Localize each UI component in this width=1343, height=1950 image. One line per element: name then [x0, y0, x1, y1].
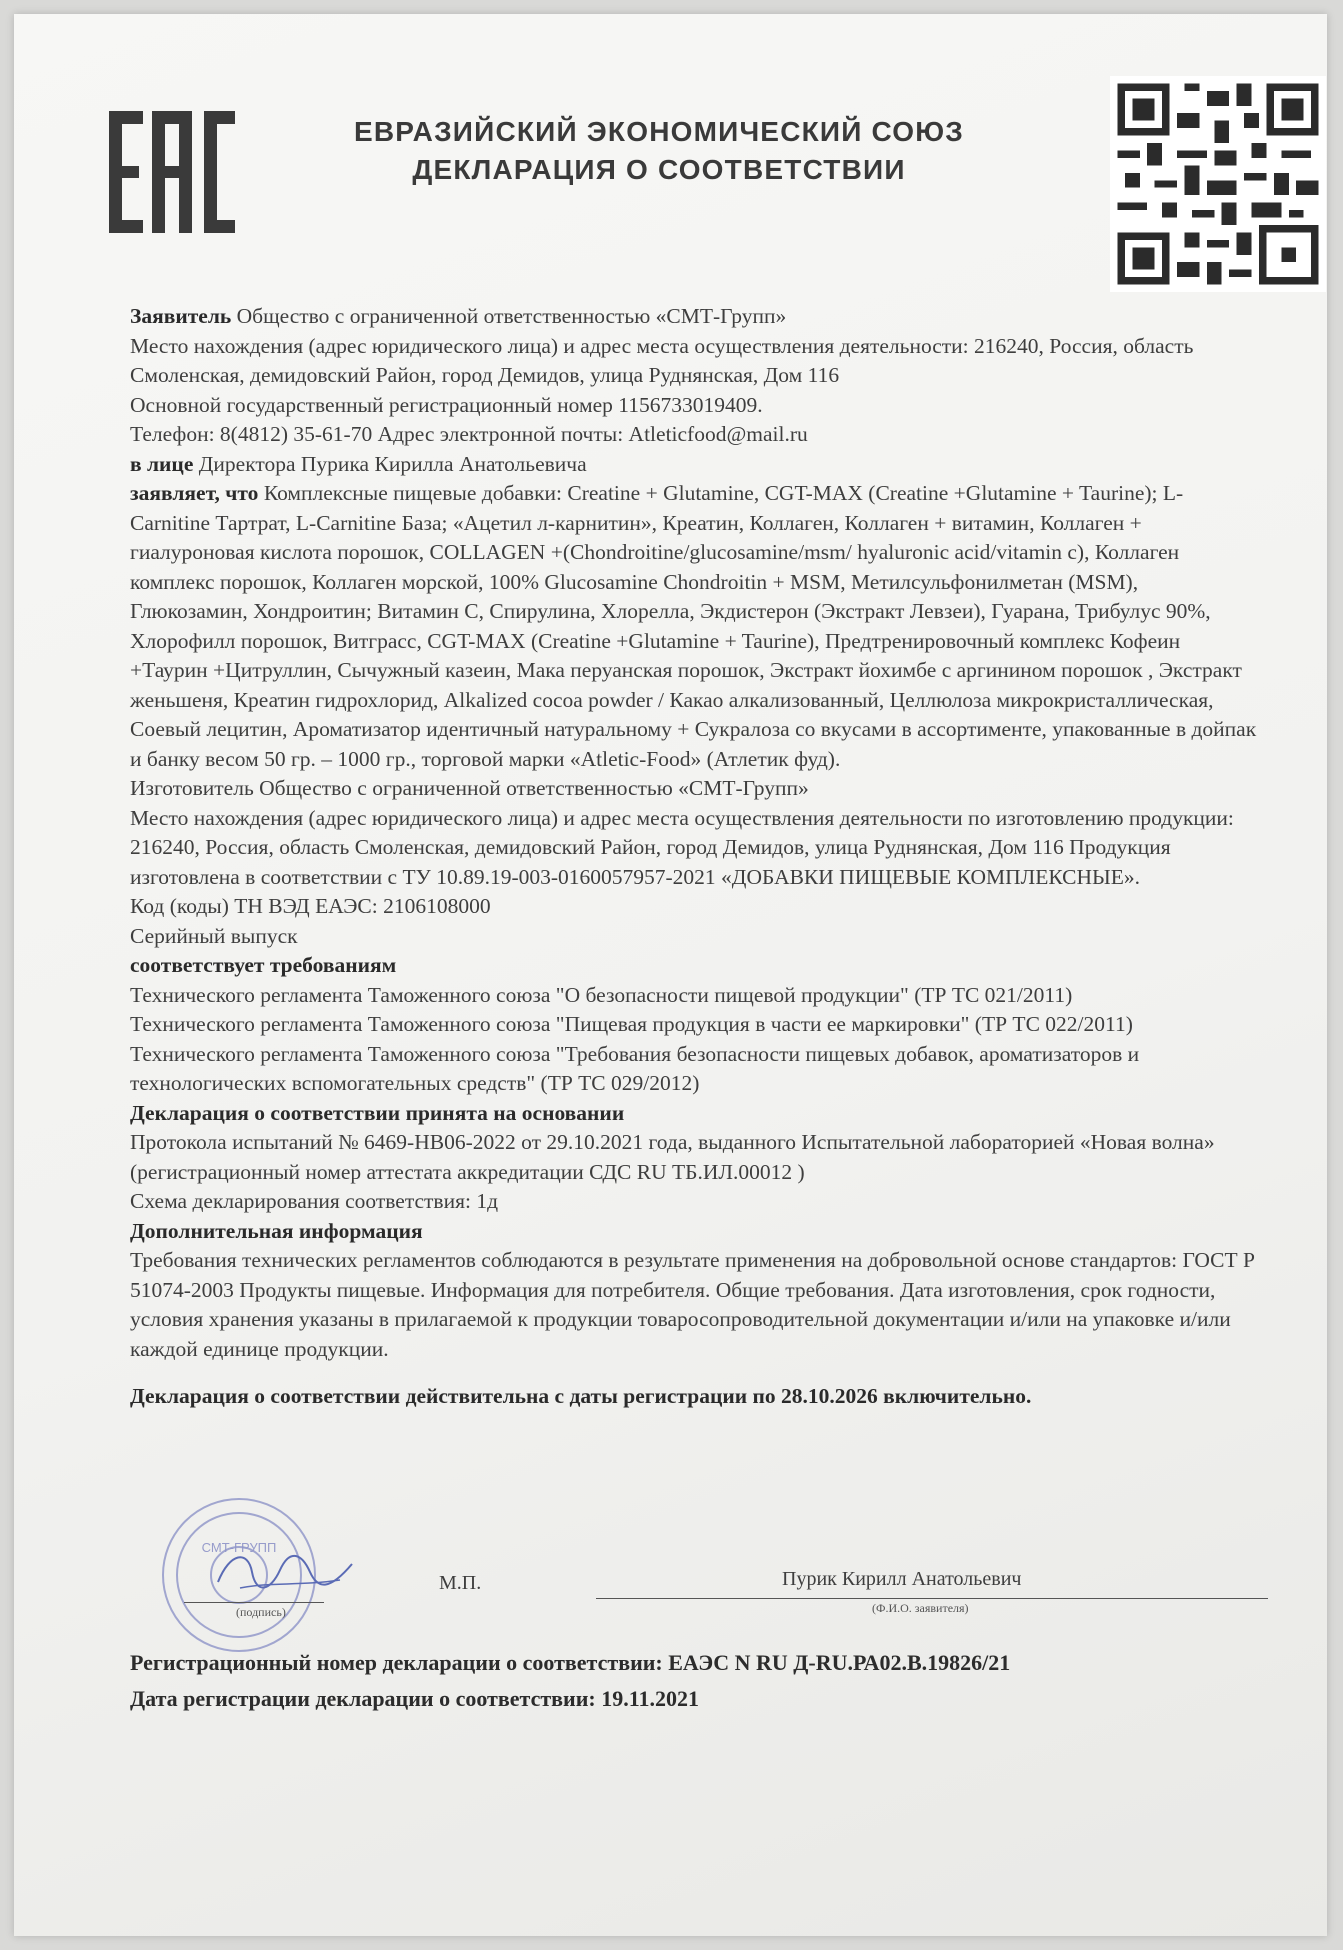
- tnved-code: Код (коды) ТН ВЭД ЕАЭС: 2106108000: [130, 894, 491, 918]
- products-list: Комплексные пищевые добавки: Creatine + Glutamine, CGT-MAX (Creatine +Glutamine + Taurine); L-Carnitine Тартрат, L-Carnitine База; «Ацетил л-карнитин», Креатин, Коллаген, Коллаген + витамин, Коллаген + гиалуроновая кислота порошок, COLLAGEN +(Chondroitine/glucosamine/msm/ hyaluronic acid/vitamin c), Коллаген комплекс порошок, Коллаген морской, 100% Glucosamine Chondroitin + MSM, Метилсульфонилметан (MSM), Глюкозамин, Хондроитин; Витамин С, Спирулина, Хлорелла, Экдистерон (Экстракт Левзеи), Гуарана, Трибулус 90%, Хлорофилл порошок, Витграсс, CGT-MAX (Creatine +Glutamine + Taurine), Предтренировочный комплекс Кофеин +Таурин +Цитруллин, Сычужный казеин, Мака перуанская порошок, Экстракт йохимбе с аргинином порошок , Экстракт женьшеня, Креатин гидрохлорид, Alkalized cocoa powder / Какао алкализованный, Целлюлоза микрокристаллическая, Соевый лецитин, Ароматизатор идентичный натуральному + Сукралоза со вкусами в ассортименте, упакованные в дойпак и банку весом 50 гр. – 1000 гр., торговой марки «Atletic-Food» (Атлетик фуд).: [130, 481, 1257, 771]
- declaration-body: [130, 302, 1260, 1412]
- requirement-item: Технического регламента Таможенного союза "О безопасности пищевой продукции" (ТР ТС 021/2011): [130, 982, 1073, 1007]
- applicant-person: [130, 450, 1260, 480]
- signature-line: [184, 1602, 324, 1603]
- union-title: ЕВРАЗИЙСКИЙ ЭКОНОМИЧЕСКИЙ СОЮЗ: [353, 116, 965, 147]
- name-line: [596, 1598, 1268, 1599]
- registration-number: Регистрационный номер декларации о соответствии: ЕАЭС N RU Д-RU.РА02.В.19826/21: [130, 1650, 1011, 1675]
- declares-paragraph: [130, 479, 1260, 774]
- applicant-address: Место нахождения (адрес юридического лица) и адрес места осуществления деятельности: 216240, Россия, область Смоленская, демидовский Район, город Демидов, улица Руднянская, Дом 116: [130, 333, 1194, 387]
- requirement-item: Технического регламента Таможенного союза "Требования безопасности пищевых добавок, ароматизаторов и технологических вспомогательных средств" (ТР ТС 029/2012): [130, 1041, 1140, 1095]
- handwritten-signature: [210, 1542, 360, 1602]
- manufacturer-address: Место нахождения (адрес юридического лица) и адрес места осуществления деятельности по изготовлению продукции: 216240, Россия, область Смоленская, демидовский Район, город Демидов, улица Руднянская, Дом 116 Продукция изготовлена в соответствии с ТУ 10.89.19-003-0160057957-2021 «ДОБАВКИ ПИЩЕВЫЕ КОМПЛЕКСНЫЕ».: [130, 805, 1234, 889]
- declares-label: заявляет, что: [130, 481, 259, 505]
- additional-text: Требования технических регламентов соблюдаются в результате применения на добровольной основе стандартов: ГОСТ Р 51074-2003 Продукты пищевые. Информация для потребителя. Общие требования. Дата изготовления, срок годности, условия хранения указаны в прилагаемой к продукции товаросопроводительной документации и/или на упаковке и/или каждой единице продукции.: [130, 1248, 1255, 1361]
- validity-line: Декларация о соответствии действительна с даты регистрации по 28.10.2026 включительно.: [130, 1384, 1032, 1408]
- manufacturer-line: Изготовитель Общество с ограниченной ответственностью «СМТ-Групп»: [130, 776, 809, 800]
- signature-caption: (подпись): [236, 1605, 286, 1619]
- document-title: ДЕКЛАРАЦИЯ О СООТВЕТСТВИИ: [412, 154, 906, 185]
- eac-logo: [109, 111, 235, 233]
- signatory-name: Пурик Кирилл Анатольевич: [782, 1568, 1022, 1590]
- applicant-label: Заявитель: [130, 304, 232, 328]
- qr-code-icon: [1110, 76, 1326, 292]
- declaration-page: [14, 14, 1327, 1936]
- basis-heading: Декларация о соответствии принята на основании: [130, 1100, 625, 1125]
- test-protocol: Протокола испытаний № 6469-НВ06-2022 от 29.10.2021 года, выданного Испытательной лабораторией «Новая волна» (регистрационный номер аттестата аккредитации СДС RU ТБ.ИЛ.00012 ): [130, 1130, 1215, 1184]
- requirement-item: Технического регламента Таможенного союза "Пищевая продукция в части ее маркировки" (ТР ТС 022/2011): [130, 1012, 1133, 1036]
- person-name: Директора Пурика Кирилла Анатольевича: [193, 451, 587, 476]
- requirements-heading: соответствует требованиям: [130, 953, 397, 977]
- additional-heading: Дополнительная информация: [130, 1218, 423, 1243]
- applicant-contacts: Телефон: 8(4812) 35-61-70 Адрес электронной почты: Atleticfood@mail.ru: [130, 422, 808, 446]
- applicant-name: Общество с ограниченной ответственностью «СМТ-Групп»: [231, 304, 787, 328]
- name-caption: (Ф.И.О. заявителя): [872, 1601, 969, 1615]
- series-type: Серийный выпуск: [130, 923, 298, 948]
- applicant-ogrn: Основной государственный регистрационный номер 1156733019409.: [130, 392, 763, 417]
- applicant-line: [130, 302, 1260, 332]
- declaration-scheme: Схема декларирования соответствия: 1д: [130, 1189, 499, 1213]
- stamp-text: СМТ-ГРУПП: [201, 1540, 277, 1555]
- registration-date: Дата регистрации декларации о соответствии: 19.11.2021: [130, 1686, 700, 1711]
- stamp-place: М.П.: [439, 1572, 482, 1594]
- person-label: в лице: [130, 451, 194, 476]
